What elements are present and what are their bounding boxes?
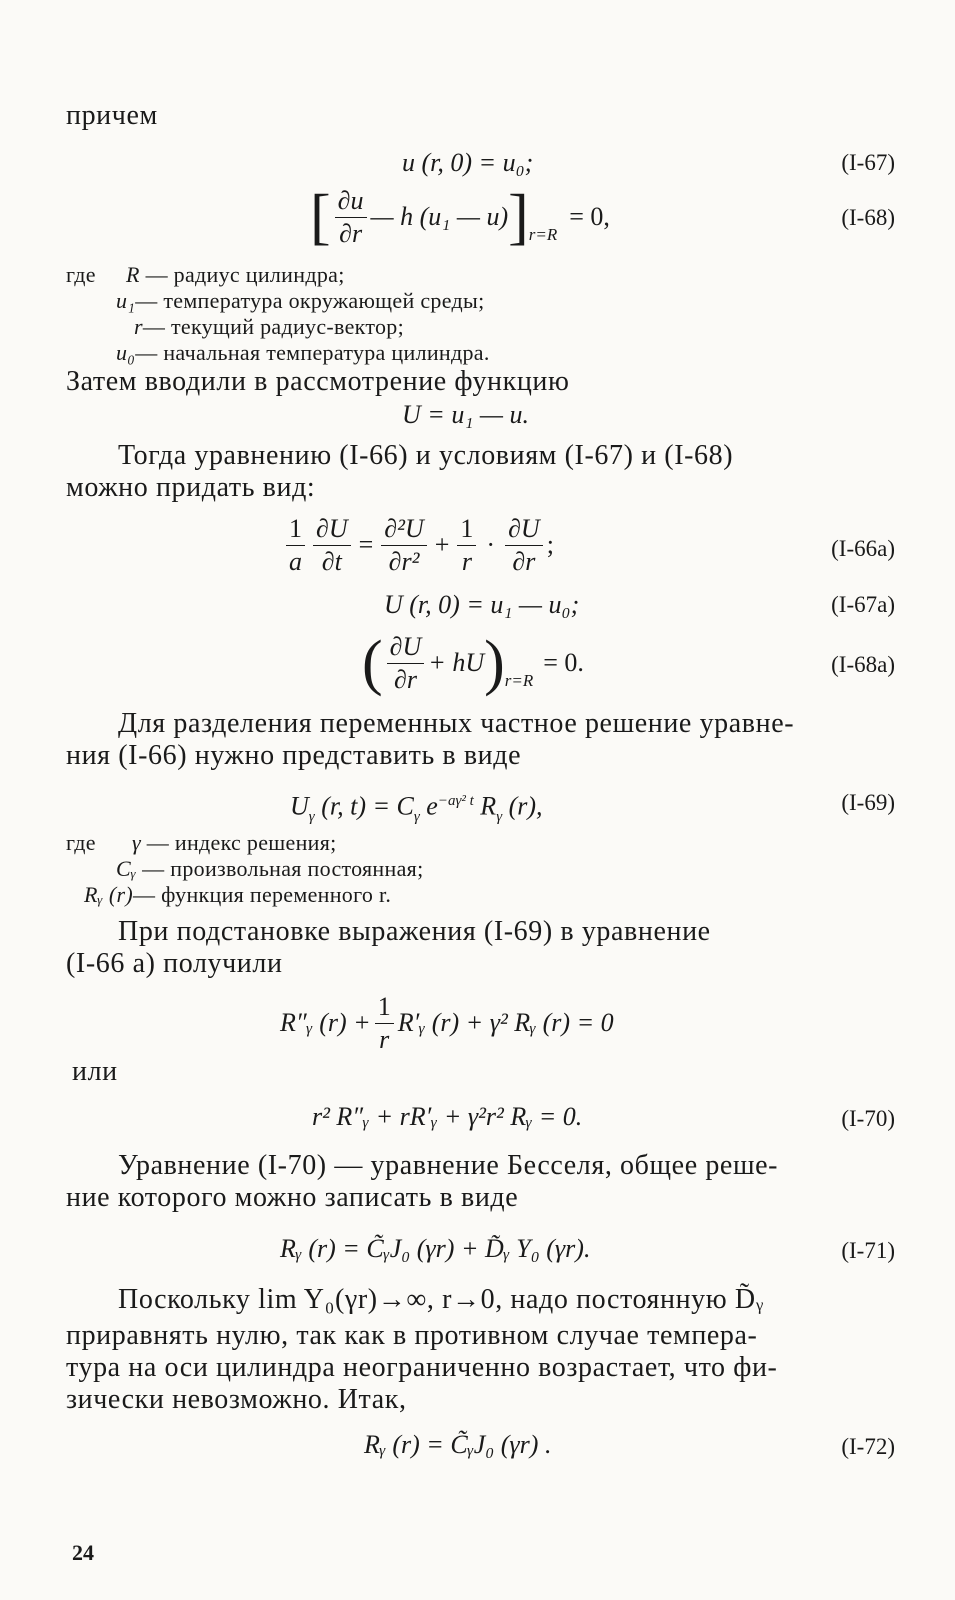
equation-label-i68: (I-68) — [841, 205, 895, 230]
equation-label-i66a: (I-66a) — [831, 536, 895, 561]
where-item: u₀— начальная температура цилиндра. — [116, 340, 490, 365]
equation-label-i69: (I-69) — [841, 790, 895, 815]
paragraph-poskolku-line2: приравнять нулю, так как в противном случае темпера- — [66, 1320, 758, 1351]
paragraph-dlya-line1: Для разделения переменных частное решение уравне- — [118, 708, 795, 739]
equation-i72: Rᵧ (r) = C̃ᵧJ₀ (γr) . — [364, 1430, 552, 1459]
paragraph-pri-line1: При подстановке выражения (I-69) в уравнение — [118, 916, 711, 947]
equation-U: U = u₁ — u. — [402, 400, 529, 429]
equation-label-i72: (I-72) — [841, 1434, 895, 1459]
i68-middle: — h (u₁ — u) — [370, 202, 509, 231]
i68-numerator: ∂u — [335, 187, 367, 218]
equation-i66a: $\frac{1}{a}$ $\frac{\partial U}{\partial t}$ = $\frac{\text{∂²U}}{\text{∂r²}}$ + $\frac{1}{r}$ · $\frac{\partial U}{\partial r}$ ; — [282, 512, 554, 578]
where-item: Rᵧ (r)— функция переменного r. — [84, 882, 392, 907]
equation-label-i67: (I-67) — [841, 150, 895, 175]
where-word: где — [66, 262, 96, 287]
paragraph-poskolku-line4: зически невозможно. Итак, — [66, 1384, 407, 1415]
i68-subscript: r=R — [528, 225, 558, 244]
paragraph-togda-line2: можно придать вид: — [66, 472, 316, 503]
i68-denominator: ∂r — [339, 218, 363, 248]
where-item: γ — индекс решения; — [132, 830, 337, 855]
equation-i68a: ( $\frac{\partial U}{\partial r}$ + hU ) r=R = 0. — [362, 629, 584, 697]
equation-label-i68a: (I-68a) — [831, 652, 895, 677]
paragraph-poskolku-line3: тура на оси цилиндра неограниченно возрастает, что фи- — [66, 1352, 778, 1383]
where-item: R — радиус цилиндра; — [126, 262, 345, 287]
equation-i69: $U_\gamma$ (r, $t) = C_\gamma$ $e^{-a\gamma^2 t}$ $R_\gamma$ (r), — [290, 791, 543, 825]
equation-i68: [ $\frac{\partial u}{\partial r}$ — h (u₁ — u) ] r=R = 0, — [310, 183, 610, 251]
paragraph-ili: или — [72, 1056, 118, 1087]
paragraph-togda-line1: Тогда уравнению (I-66) и условиям (I-67) и (I-68) — [118, 440, 734, 471]
paragraph-dlya-line2: ния (I-66) нужно представить в виде — [66, 740, 522, 771]
paragraph-uravnenie-line1: Уравнение (I-70) — уравнение Бесселя, общее реше- — [118, 1150, 779, 1181]
equation-i70: r² R″ᵧ + rR′ᵧ + γ²r² Rᵧ = 0. — [312, 1102, 583, 1131]
equation-bessel-form: R″ᵧ (r) + $\frac{1}{r}$ R′ᵧ (r) + γ² Rᵧ (r) = 0 — [280, 991, 614, 1054]
paragraph-pri-line2: (I-66 а) получили — [66, 948, 283, 979]
paragraph-prichem: причем — [66, 100, 158, 131]
where-item: Cᵧ — произвольная постоянная; — [116, 856, 424, 881]
where-item: r— текущий радиус-вектор; — [134, 314, 404, 339]
equation-label-i70: (I-70) — [841, 1106, 895, 1131]
paragraph-uravnenie-line2: ние которого можно записать в виде — [66, 1182, 519, 1213]
where-item: u₁— температура окружающей среды; — [116, 288, 485, 313]
equation-i67: u (r, 0) = u₀; — [402, 148, 534, 177]
where-word: где — [66, 830, 96, 855]
equation-i71: Rᵧ (r) = C̃ᵧJ₀ (γr) + D̃ᵧ Y₀ (γr). — [280, 1234, 591, 1263]
equation-label-i67a: (I-67a) — [831, 592, 895, 617]
equation-i67a: U (r, 0) = u₁ — u₀; — [384, 590, 580, 619]
equation-label-i71: (I-71) — [841, 1238, 895, 1263]
page-number: 24 — [72, 1540, 94, 1565]
paragraph-zatem: Затем вводили в рассмотрение функцию — [66, 366, 570, 397]
paragraph-poskolku-line1: Поскольку lim Y₀(γr)→∞, r→0, надо постоянную D̃ᵧ — [118, 1284, 764, 1315]
i68-rhs: = 0, — [569, 202, 610, 231]
